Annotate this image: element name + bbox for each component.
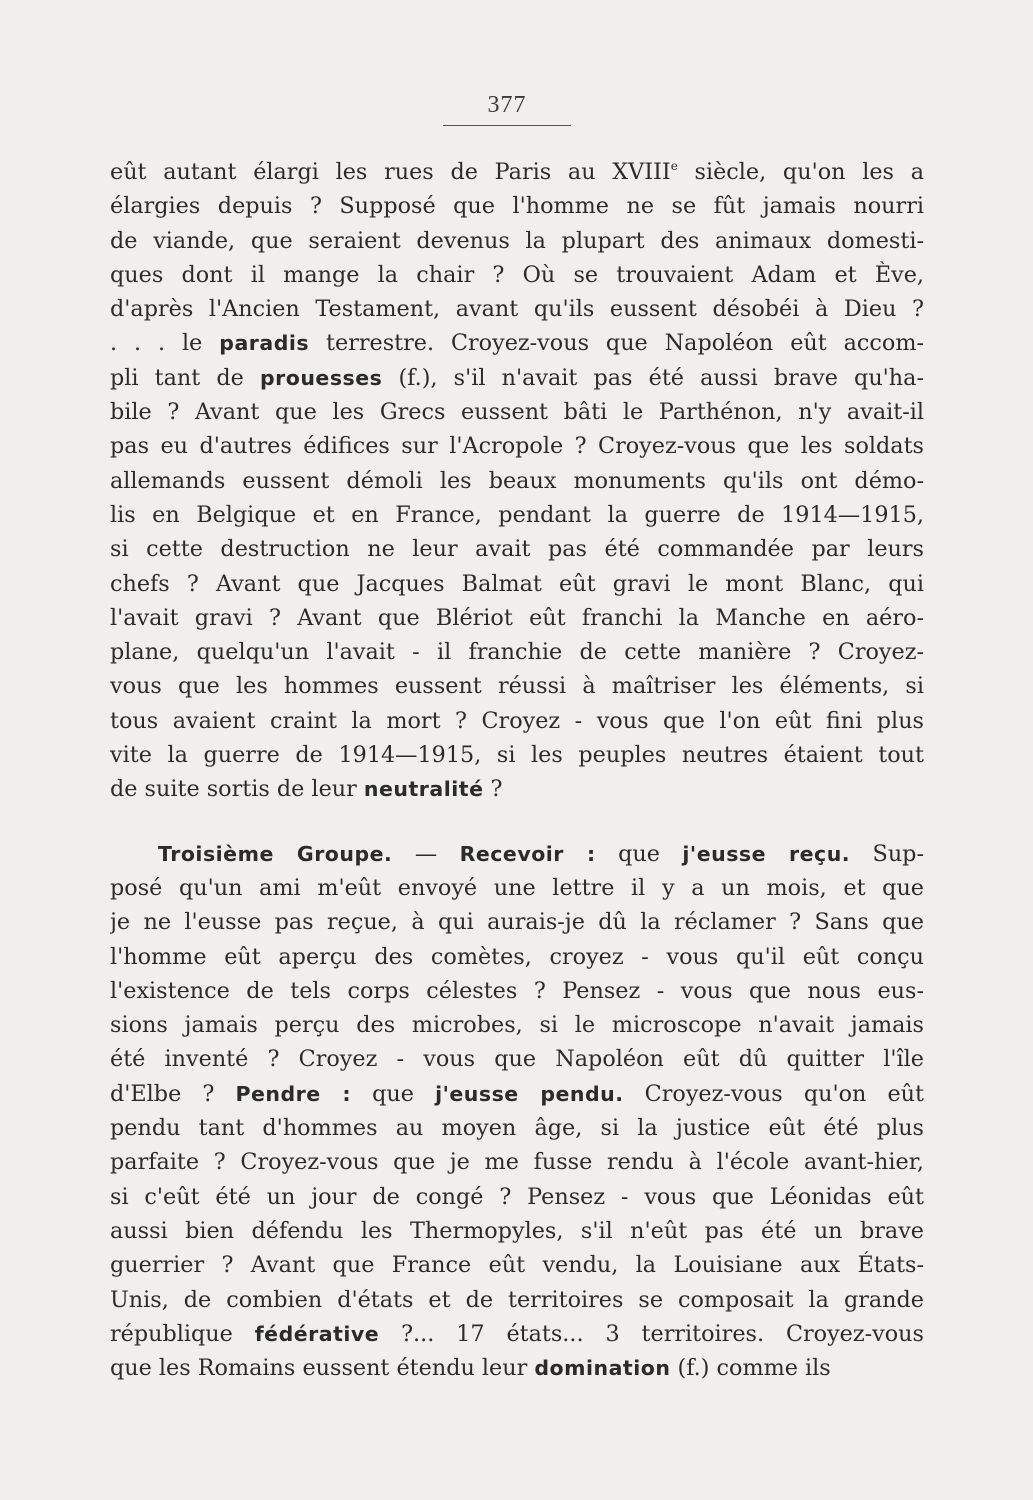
- text-run: si c'eût été un jour de congé ? Pensez - vous que Léonidas eût: [110, 1183, 924, 1210]
- bold-term: Troisième Groupe.: [158, 841, 393, 866]
- text-run: ?... 17 états... 3 territoires. Croyez-vous: [379, 1320, 924, 1347]
- text-line: [110, 326, 924, 360]
- text-run: Sup-: [850, 840, 924, 867]
- text-run: . . . le: [110, 330, 220, 357]
- paragraph-2: [110, 837, 924, 1386]
- text-run: bile ? Avant que les Grecs eussent bâti le Parthénon, n'y avait-il: [110, 399, 924, 426]
- text-line: [110, 905, 924, 939]
- bold-term: paradis: [219, 331, 310, 356]
- text-run: été inventé ? Croyez - vous que Napoléon eût dû quitter l'île: [110, 1046, 924, 1073]
- text-run: l'homme eût aperçu des comètes, croyez - vous qu'il eût conçu: [110, 943, 924, 970]
- text-line: [110, 1042, 924, 1076]
- text-line: [110, 1317, 924, 1351]
- text-run: posé qu'un ami m'eût envoyé une lettre il y a un mois, et que: [110, 874, 924, 901]
- text-line: [110, 669, 924, 703]
- text-line: [110, 974, 924, 1008]
- text-run: sions jamais perçu des microbes, si le microscope n'avait jamais: [110, 1012, 924, 1039]
- text-run: guerrier ? Avant que France eût vendu, la Louisiane aux États-: [110, 1252, 924, 1279]
- text-line: [110, 738, 924, 772]
- superscript: e: [670, 159, 678, 173]
- text-line: [110, 1248, 924, 1282]
- text-run: parfaite ? Croyez-vous que je me fusse rendu à l'école avant-hier,: [110, 1149, 924, 1176]
- text-run: vous que les hommes eussent réussi à maîtriser les éléments, si: [110, 673, 924, 700]
- bold-term: prouesses: [259, 365, 383, 390]
- text-run: aussi bien défendu les Thermopyles, s'il n'eût pas été un brave: [110, 1217, 924, 1244]
- bold-term: Pendre :: [235, 1081, 352, 1106]
- text-line: [110, 837, 924, 871]
- text-line: [110, 1008, 924, 1042]
- text-line: [110, 1180, 924, 1214]
- text-run: (f.), s'il n'avait pas été aussi brave qu'ha-: [382, 364, 924, 391]
- text-line: [110, 1077, 924, 1111]
- page-number: 377: [487, 92, 527, 118]
- text-run: terrestre. Croyez-vous que Napoléon eût accom-: [309, 330, 924, 357]
- text-run: ques dont il mange la chair ? Où se trouvaient Adam et Ève,: [110, 261, 924, 288]
- bold-term: j'eusse pendu.: [435, 1081, 624, 1106]
- text-line: [110, 871, 924, 905]
- text-run: lis en Belgique et en France, pendant la guerre de 1914—1915,: [110, 501, 924, 528]
- text-line: [110, 1111, 924, 1145]
- header-rule: [443, 125, 571, 126]
- text-run: tous avaient craint la mort ? Croyez - vous que l'on eût fini plus: [110, 707, 924, 734]
- text-run: que: [595, 840, 683, 867]
- text-line: [110, 464, 924, 498]
- text-line: [110, 1283, 924, 1317]
- text-run: si cette destruction ne leur avait pas été commandée par leurs: [110, 536, 924, 563]
- text-line: [110, 704, 924, 738]
- bold-term: domination: [534, 1356, 671, 1381]
- bold-term: fédérative: [254, 1321, 380, 1346]
- paragraph-gap: [110, 807, 924, 837]
- text-line: [110, 635, 924, 669]
- text-line: [110, 1214, 924, 1248]
- text-run: Croyez-vous qu'on eût: [623, 1080, 924, 1107]
- text-run: —: [392, 840, 460, 867]
- paragraph-1: [110, 155, 924, 807]
- text-line: [110, 429, 924, 463]
- text-run: que les Romains eussent étendu leur: [110, 1355, 535, 1382]
- text-line: [110, 498, 924, 532]
- bold-term: j'eusse reçu.: [682, 841, 851, 866]
- text-line: [110, 258, 924, 292]
- text-run: que: [351, 1080, 436, 1107]
- text-run: vite la guerre de 1914—1915, si les peuples neutres étaient tout: [110, 742, 924, 769]
- bold-term: neutralité: [363, 777, 484, 802]
- text-run: allemands eussent démoli les beaux monuments qu'ils ont démo-: [110, 467, 924, 494]
- text-run: siècle, qu'on les a: [677, 159, 924, 185]
- text-run: pli tant de: [110, 364, 260, 391]
- text-line: [110, 395, 924, 429]
- text-run: plane, quelqu'un l'avait - il franchie de cette manière ? Croyez-: [110, 639, 924, 666]
- text-run: d'après l'Ancien Testament, avant qu'ils eussent désobéi à Dieu ?: [110, 296, 924, 323]
- text-line: [110, 772, 924, 806]
- text-run: de suite sortis de leur: [110, 776, 364, 803]
- text-line: [110, 155, 924, 189]
- text-run: de viande, que seraient devenus la plupart des animaux domesti-: [110, 227, 924, 254]
- body-text: [110, 155, 924, 1385]
- text-run: d'Elbe ?: [110, 1080, 236, 1107]
- text-run: république: [110, 1320, 255, 1347]
- text-run: Unis, de combien d'états et de territoires se composait la grande: [110, 1286, 924, 1313]
- text-run: je ne l'eusse pas reçue, à qui aurais-je dû la réclamer ? Sans que: [110, 909, 924, 936]
- text-run: pendu tant d'hommes au moyen âge, si la justice eût été plus: [110, 1115, 924, 1142]
- text-line: [110, 189, 924, 223]
- text-line: [110, 224, 924, 258]
- text-line: [110, 1351, 924, 1385]
- text-line: [110, 567, 924, 601]
- text-run: l'existence de tels corps célestes ? Pensez - vous que nous eus-: [110, 977, 924, 1004]
- text-run: l'avait gravi ? Avant que Blériot eût franchi la Manche en aéro-: [110, 604, 924, 631]
- text-run: chefs ? Avant que Jacques Balmat eût gravi le mont Blanc, qui: [110, 570, 924, 597]
- text-line: [110, 1145, 924, 1179]
- text-line: [110, 940, 924, 974]
- text-line: [110, 601, 924, 635]
- bold-term: Recevoir :: [459, 841, 596, 866]
- text-run: pas eu d'autres édifices sur l'Acropole ? Croyez-vous que les soldats: [110, 433, 924, 460]
- text-run: ?: [483, 776, 503, 803]
- text-run: eût autant élargi les rues de Paris au XVIII: [110, 159, 671, 185]
- text-line: [110, 292, 924, 326]
- text-line: [110, 361, 924, 395]
- text-run: (f.) comme ils: [670, 1355, 831, 1382]
- text-line: [110, 532, 924, 566]
- text-run: élargies depuis ? Supposé que l'homme ne se fût jamais nourri: [110, 193, 924, 220]
